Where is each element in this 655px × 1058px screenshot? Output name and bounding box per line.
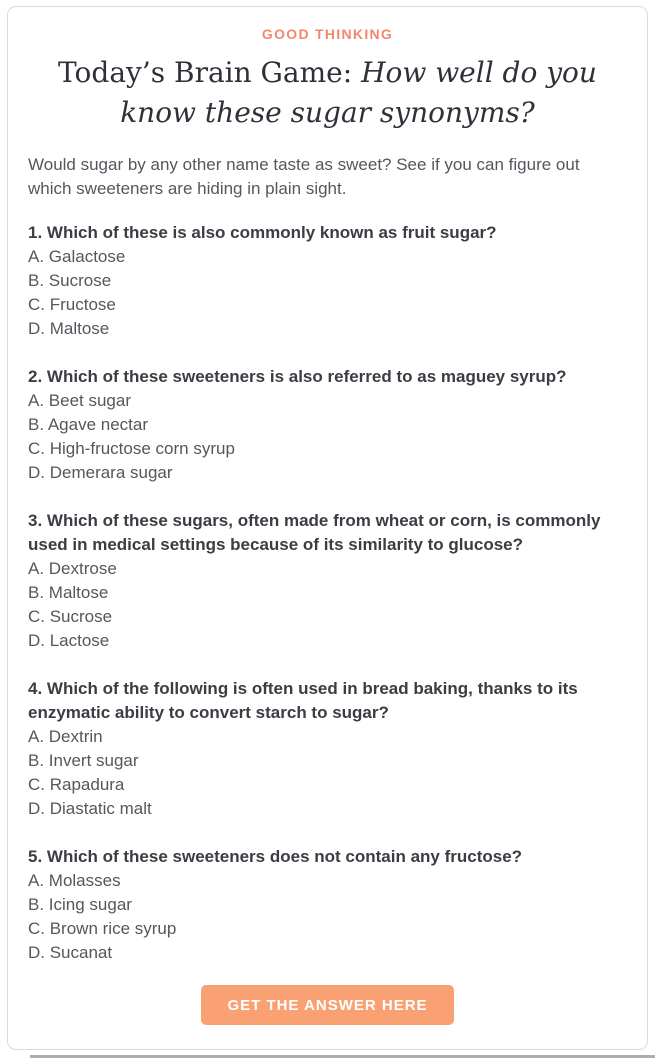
- category-kicker: GOOD THINKING: [261, 26, 394, 42]
- answer-option: B. Icing sugar: [28, 895, 132, 914]
- answer-option: D. Sucanat: [28, 943, 113, 962]
- answer-options: [28, 557, 627, 653]
- page-title: [28, 53, 627, 133]
- questions-list: [28, 221, 627, 965]
- page-title-regular: Today’s Brain Game:: [58, 56, 362, 89]
- answer-option: C. Rapadura: [28, 775, 125, 794]
- answer-option: C. Brown rice syrup: [28, 919, 177, 938]
- question-text: 2. Which of these sweeteners is also referred to as maguey syrup?: [28, 367, 567, 386]
- answer-options: [28, 869, 627, 965]
- answer-option: A. Molasses: [28, 871, 121, 890]
- answer-option: A. Galactose: [28, 247, 126, 266]
- answer-option: B. Maltose: [28, 583, 109, 602]
- answer-option: D. Maltose: [28, 319, 110, 338]
- get-answer-button[interactable]: GET THE ANSWER HERE: [201, 985, 453, 1025]
- answer-option: A. Dextrose: [28, 559, 117, 578]
- question-text: 1. Which of these is also commonly known as fruit sugar?: [28, 223, 497, 242]
- answer-option: A. Beet sugar: [28, 391, 132, 410]
- answer-option: B. Invert sugar: [28, 751, 139, 770]
- question-block: [28, 509, 627, 653]
- question-block: [28, 365, 627, 485]
- answer-option: C. Fructose: [28, 295, 116, 314]
- answer-options: [28, 389, 627, 485]
- intro-text: Would sugar by any other name taste as sweet? See if you can figure out which sweeteners are hiding in plain sight.: [28, 155, 580, 198]
- answer-option: B. Sucrose: [28, 271, 112, 290]
- answer-option: A. Dextrin: [28, 727, 103, 746]
- answer-option: C. Sucrose: [28, 607, 113, 626]
- quiz-card: [7, 6, 648, 1050]
- question-text: 4. Which of the following is often used in bread baking, thanks to its enzymatic ability to convert starch to sugar?: [28, 679, 578, 722]
- question-block: [28, 845, 627, 965]
- answer-option: B. Agave nectar: [28, 415, 149, 434]
- answer-option: D. Demerara sugar: [28, 463, 173, 482]
- answer-option: D. Lactose: [28, 631, 110, 650]
- question-text: 5. Which of these sweeteners does not contain any fructose?: [28, 847, 523, 866]
- question-text: 3. Which of these sugars, often made from wheat or corn, is commonly used in medical settings because of its similarity to glucose?: [28, 511, 601, 554]
- button-row: [28, 985, 627, 1025]
- answer-options: [28, 245, 627, 341]
- page-title-italic: How well do you know these sugar synonyms?: [120, 56, 597, 129]
- question-block: [28, 221, 627, 341]
- answer-option: C. High-fructose corn syrup: [28, 439, 235, 458]
- question-block: [28, 677, 627, 821]
- answer-option: D. Diastatic malt: [28, 799, 152, 818]
- answer-options: [28, 725, 627, 821]
